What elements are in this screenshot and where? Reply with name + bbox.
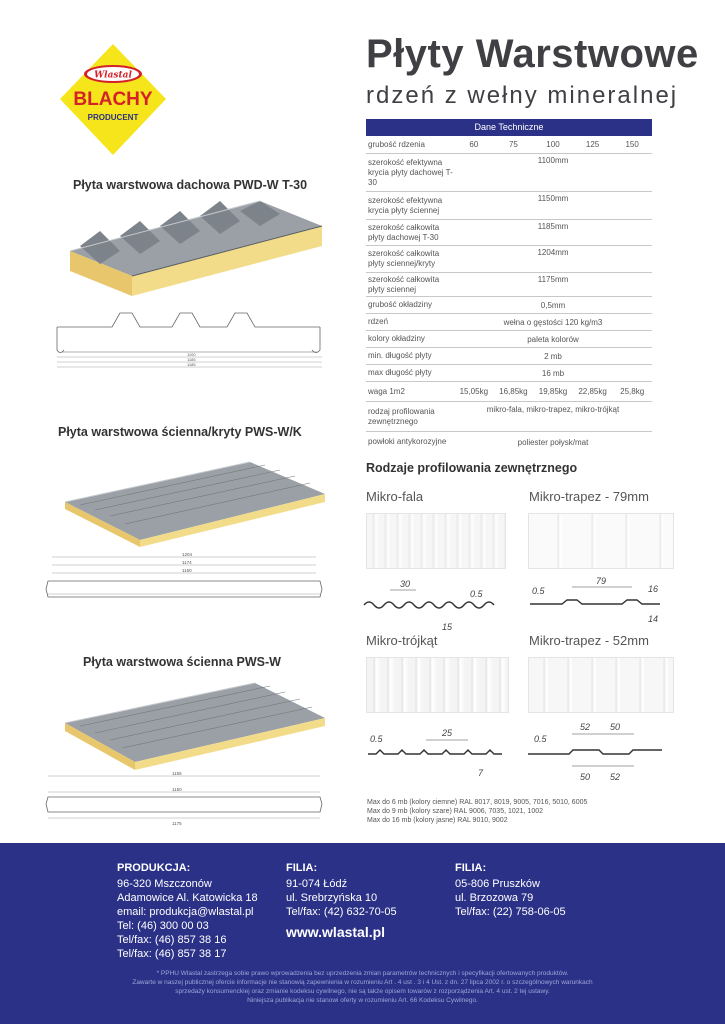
- row-value: poliester połysk/mat: [517, 437, 589, 447]
- table-row: [366, 314, 652, 331]
- row-label: kolory okładziny: [368, 334, 425, 343]
- profile-label-mikro-trapez-52: Mikro-trapez - 52mm: [529, 633, 649, 648]
- svg-text:1155: 1155: [172, 771, 182, 776]
- table-row: [366, 432, 652, 452]
- footer: [0, 843, 725, 1024]
- profile-swatch-mikro-fala: [366, 513, 506, 569]
- website-link[interactable]: www.wlastal.pl: [286, 924, 386, 940]
- phone-line: Tel: (46) 300 00 03: [117, 920, 209, 932]
- footer-heading: FILIA:: [286, 862, 318, 874]
- profile-swatch-mikro-trapez-79: [528, 513, 674, 569]
- row-label: waga 1m2: [368, 386, 405, 396]
- phone-line: Tel/fax: (46) 857 38 17: [117, 948, 227, 960]
- cell: 25,8kg: [620, 387, 645, 396]
- svg-text:50: 50: [580, 772, 591, 782]
- table-row: [366, 331, 652, 348]
- svg-text:Wlastal: Wlastal: [94, 70, 132, 81]
- roof-panel-section: [52, 305, 332, 380]
- svg-text:52: 52: [610, 772, 621, 782]
- table-row: [366, 192, 652, 220]
- tech-table-header: Dane Techniczne: [366, 119, 652, 136]
- table-row-waga: [366, 382, 652, 402]
- phone-line: Tel/fax: (46) 857 38 16: [117, 934, 227, 946]
- row-label: grubość okładziny: [368, 300, 433, 309]
- address-line: 05-806 Pruszków: [455, 878, 540, 890]
- row-label: szerokość całkowita płyty dachowej T-30: [368, 222, 440, 242]
- roof-panel-illustration: [60, 196, 330, 311]
- svg-text:0.5: 0.5: [532, 586, 545, 596]
- row-label: powłoki antykorozyjne: [368, 437, 447, 446]
- note-line: Max do 9 mb (kolory szare) RAL 9006, 7035, 1021, 1002: [367, 808, 544, 815]
- svg-text:14: 14: [648, 614, 659, 624]
- cell: 16,85kg: [499, 387, 528, 396]
- svg-text:1185: 1185: [187, 362, 196, 367]
- svg-text:7: 7: [478, 768, 484, 778]
- svg-text:0.5: 0.5: [470, 589, 483, 599]
- disclaimer: [100, 969, 625, 1005]
- svg-text:1150: 1150: [182, 568, 192, 573]
- wall-roof-panel-section: [44, 551, 326, 612]
- address-line: 96-320 Mszczonów: [117, 878, 212, 890]
- footer-produkcja: [117, 861, 258, 961]
- address-line: 91-074 Łódź: [286, 878, 348, 890]
- profile-label-mikro-trapez-79: Mikro-trapez - 79mm: [529, 489, 649, 504]
- svg-text:1204: 1204: [182, 552, 193, 557]
- phone-line: Tel/fax: (42) 632-70-05: [286, 906, 397, 918]
- svg-text:79: 79: [596, 576, 607, 586]
- wall-panel-illustration: [60, 678, 330, 779]
- footer-heading: FILIA:: [455, 862, 487, 874]
- table-row: [366, 154, 652, 192]
- table-row-grubosc: [366, 136, 652, 154]
- panel-title-wall: Płyta warstwowa ścienna PWS-W: [83, 655, 281, 669]
- cell: 125: [585, 140, 600, 149]
- row-value: paleta kolorów: [527, 334, 579, 344]
- svg-text:50: 50: [610, 722, 621, 732]
- svg-text:1150: 1150: [172, 787, 182, 792]
- phone-line: Tel/fax: (22) 758-06-05: [455, 906, 566, 918]
- note-line: Max do 6 mb (kolory ciemne) RAL 8017, 8019, 9005, 7016, 5010, 6005: [367, 799, 588, 806]
- row-label: szerokość całkowita płyty sciennej: [368, 274, 440, 294]
- svg-text:16: 16: [648, 584, 659, 594]
- row-label: rodzaj profilowania zewnętrznego: [368, 406, 435, 426]
- disclaimer-line: Zawarte w naszej publicznej ofercie informacje nie stanowią zapewnienia w rozumieniu Art . 4 ust . 3 i 4 Ust. z dn. 27 lipca 2002 r. o szczególnowych warunkach: [132, 979, 593, 986]
- profile-drawing-mikro-trapez-79: [522, 572, 672, 637]
- profile-swatch-mikro-trapez-52: [528, 657, 674, 713]
- note-line: Max do 16 mb (kolory jasne) RAL 9010, 9002: [367, 817, 508, 824]
- svg-text:0.5: 0.5: [534, 734, 547, 744]
- row-value: mikro-fala, mikro-trapez, mikro-trójkąt: [486, 405, 620, 414]
- table-row: [366, 365, 652, 382]
- panel-title-wall-roof: Płyta warstwowa ścienna/kryty PWS-W/K: [58, 425, 302, 439]
- row-label: rdzeń: [368, 317, 389, 326]
- svg-text:PRODUCENT: PRODUCENT: [87, 113, 139, 122]
- footer-filia-lodz: [286, 861, 397, 939]
- table-row: [366, 273, 652, 297]
- disclaimer-line: * PPHU Wlastal zastrzega sobie prawo wprowadzenia bez uprzedzenia zmian parametrów technicznych i specyfikacji ofertowanych produktów.: [156, 970, 569, 977]
- row-value: 16 mb: [541, 368, 565, 378]
- table-row: [366, 220, 652, 246]
- cell: 150: [625, 140, 639, 149]
- profile-drawing-mikro-trapez-52: [524, 718, 674, 789]
- wall-roof-panel-illustration: [60, 452, 330, 557]
- cell: 19,85kg: [538, 387, 568, 396]
- row-value: 1100mm: [537, 156, 569, 165]
- wlastal-logo: [58, 42, 168, 157]
- panel-title-roof: Płyta warstwowa dachowa PWD-W T-30: [73, 178, 308, 192]
- row-value: 1150mm: [537, 194, 569, 203]
- svg-text:25: 25: [442, 728, 453, 738]
- footer-filia-pruszkow: [455, 861, 566, 919]
- profile-drawing-mikro-trojkat: [362, 722, 512, 787]
- footer-heading: PRODUKCJA:: [117, 862, 191, 874]
- page-subtitle: rdzeń z wełny mineralnej: [366, 82, 679, 109]
- table-row: [366, 246, 652, 273]
- svg-text:52: 52: [580, 722, 591, 732]
- svg-text:15: 15: [442, 622, 453, 632]
- row-label: max długość płyty: [368, 368, 432, 377]
- cell: 60: [469, 140, 479, 149]
- profile-swatch-mikro-trojkat: [366, 657, 509, 713]
- wall-panel-section: [44, 770, 326, 835]
- row-value: 1175mm: [537, 275, 569, 284]
- disclaimer-line: sprzedaży konsumenckiej oraz zmianie kodeksu cywilnego, nie są także opisem towarów z rozporządzenia Art. 4 ust. 2 tej ustawy.: [175, 988, 550, 995]
- svg-text:1175: 1175: [172, 821, 182, 826]
- tech-table: [366, 119, 652, 452]
- table-row: [366, 297, 652, 314]
- profile-label-mikro-trojkat: Mikro-trójkąt: [366, 633, 438, 648]
- address-line: Adamowice Al. Katowicka 18: [117, 892, 258, 904]
- address-line: ul. Srebrzyńska 10: [286, 892, 378, 904]
- row-label: min. długość płyty: [368, 351, 432, 360]
- svg-text:1185: 1185: [187, 357, 196, 362]
- row-value: 1185mm: [537, 222, 569, 231]
- max-length-note: [367, 798, 587, 825]
- table-row: [366, 402, 652, 432]
- disclaimer-line: Niniejsza publikacja nie stanowi oferty w rozumieniu Art. 66 Kodeksu Cywilnego.: [247, 997, 478, 1004]
- cell: 15,05kg: [459, 387, 489, 396]
- svg-text:30: 30: [400, 579, 411, 589]
- svg-text:BLACHY: BLACHY: [73, 89, 153, 110]
- row-label: grubość rdzenia: [368, 139, 425, 149]
- address-line: ul. Brzozowa 79: [455, 892, 534, 904]
- row-value: wełna o gęstości 120 kg/m3: [503, 317, 603, 327]
- svg-text:1100: 1100: [187, 352, 196, 357]
- row-label: szerokość efektywna krycia płyty dachowej T-30: [368, 157, 453, 187]
- profile-drawing-mikro-fala: [360, 575, 510, 638]
- row-value: 1204mm: [537, 248, 569, 257]
- row-value: 2 mb: [544, 351, 562, 361]
- svg-text:0.5: 0.5: [370, 734, 383, 744]
- cell: 75: [508, 140, 518, 149]
- row-label: szerokość efektywna krycia płyty ściennej: [368, 195, 443, 215]
- table-row: [366, 348, 652, 365]
- email-link[interactable]: email: produkcja@wlastal.pl: [117, 906, 254, 918]
- profiles-title: Rodzaje profilowania zewnętrznego: [366, 461, 578, 475]
- row-label: szerokość całkowita płyty sciennej/kryty: [368, 249, 440, 268]
- page-title: Płyty Warstwowe: [366, 32, 699, 76]
- cell: 100: [546, 140, 560, 149]
- cell: 22,85kg: [578, 387, 607, 396]
- row-value: 0,5mm: [540, 300, 566, 310]
- profile-label-mikro-fala: Mikro-fala: [366, 489, 424, 504]
- svg-text:1174: 1174: [182, 560, 192, 565]
